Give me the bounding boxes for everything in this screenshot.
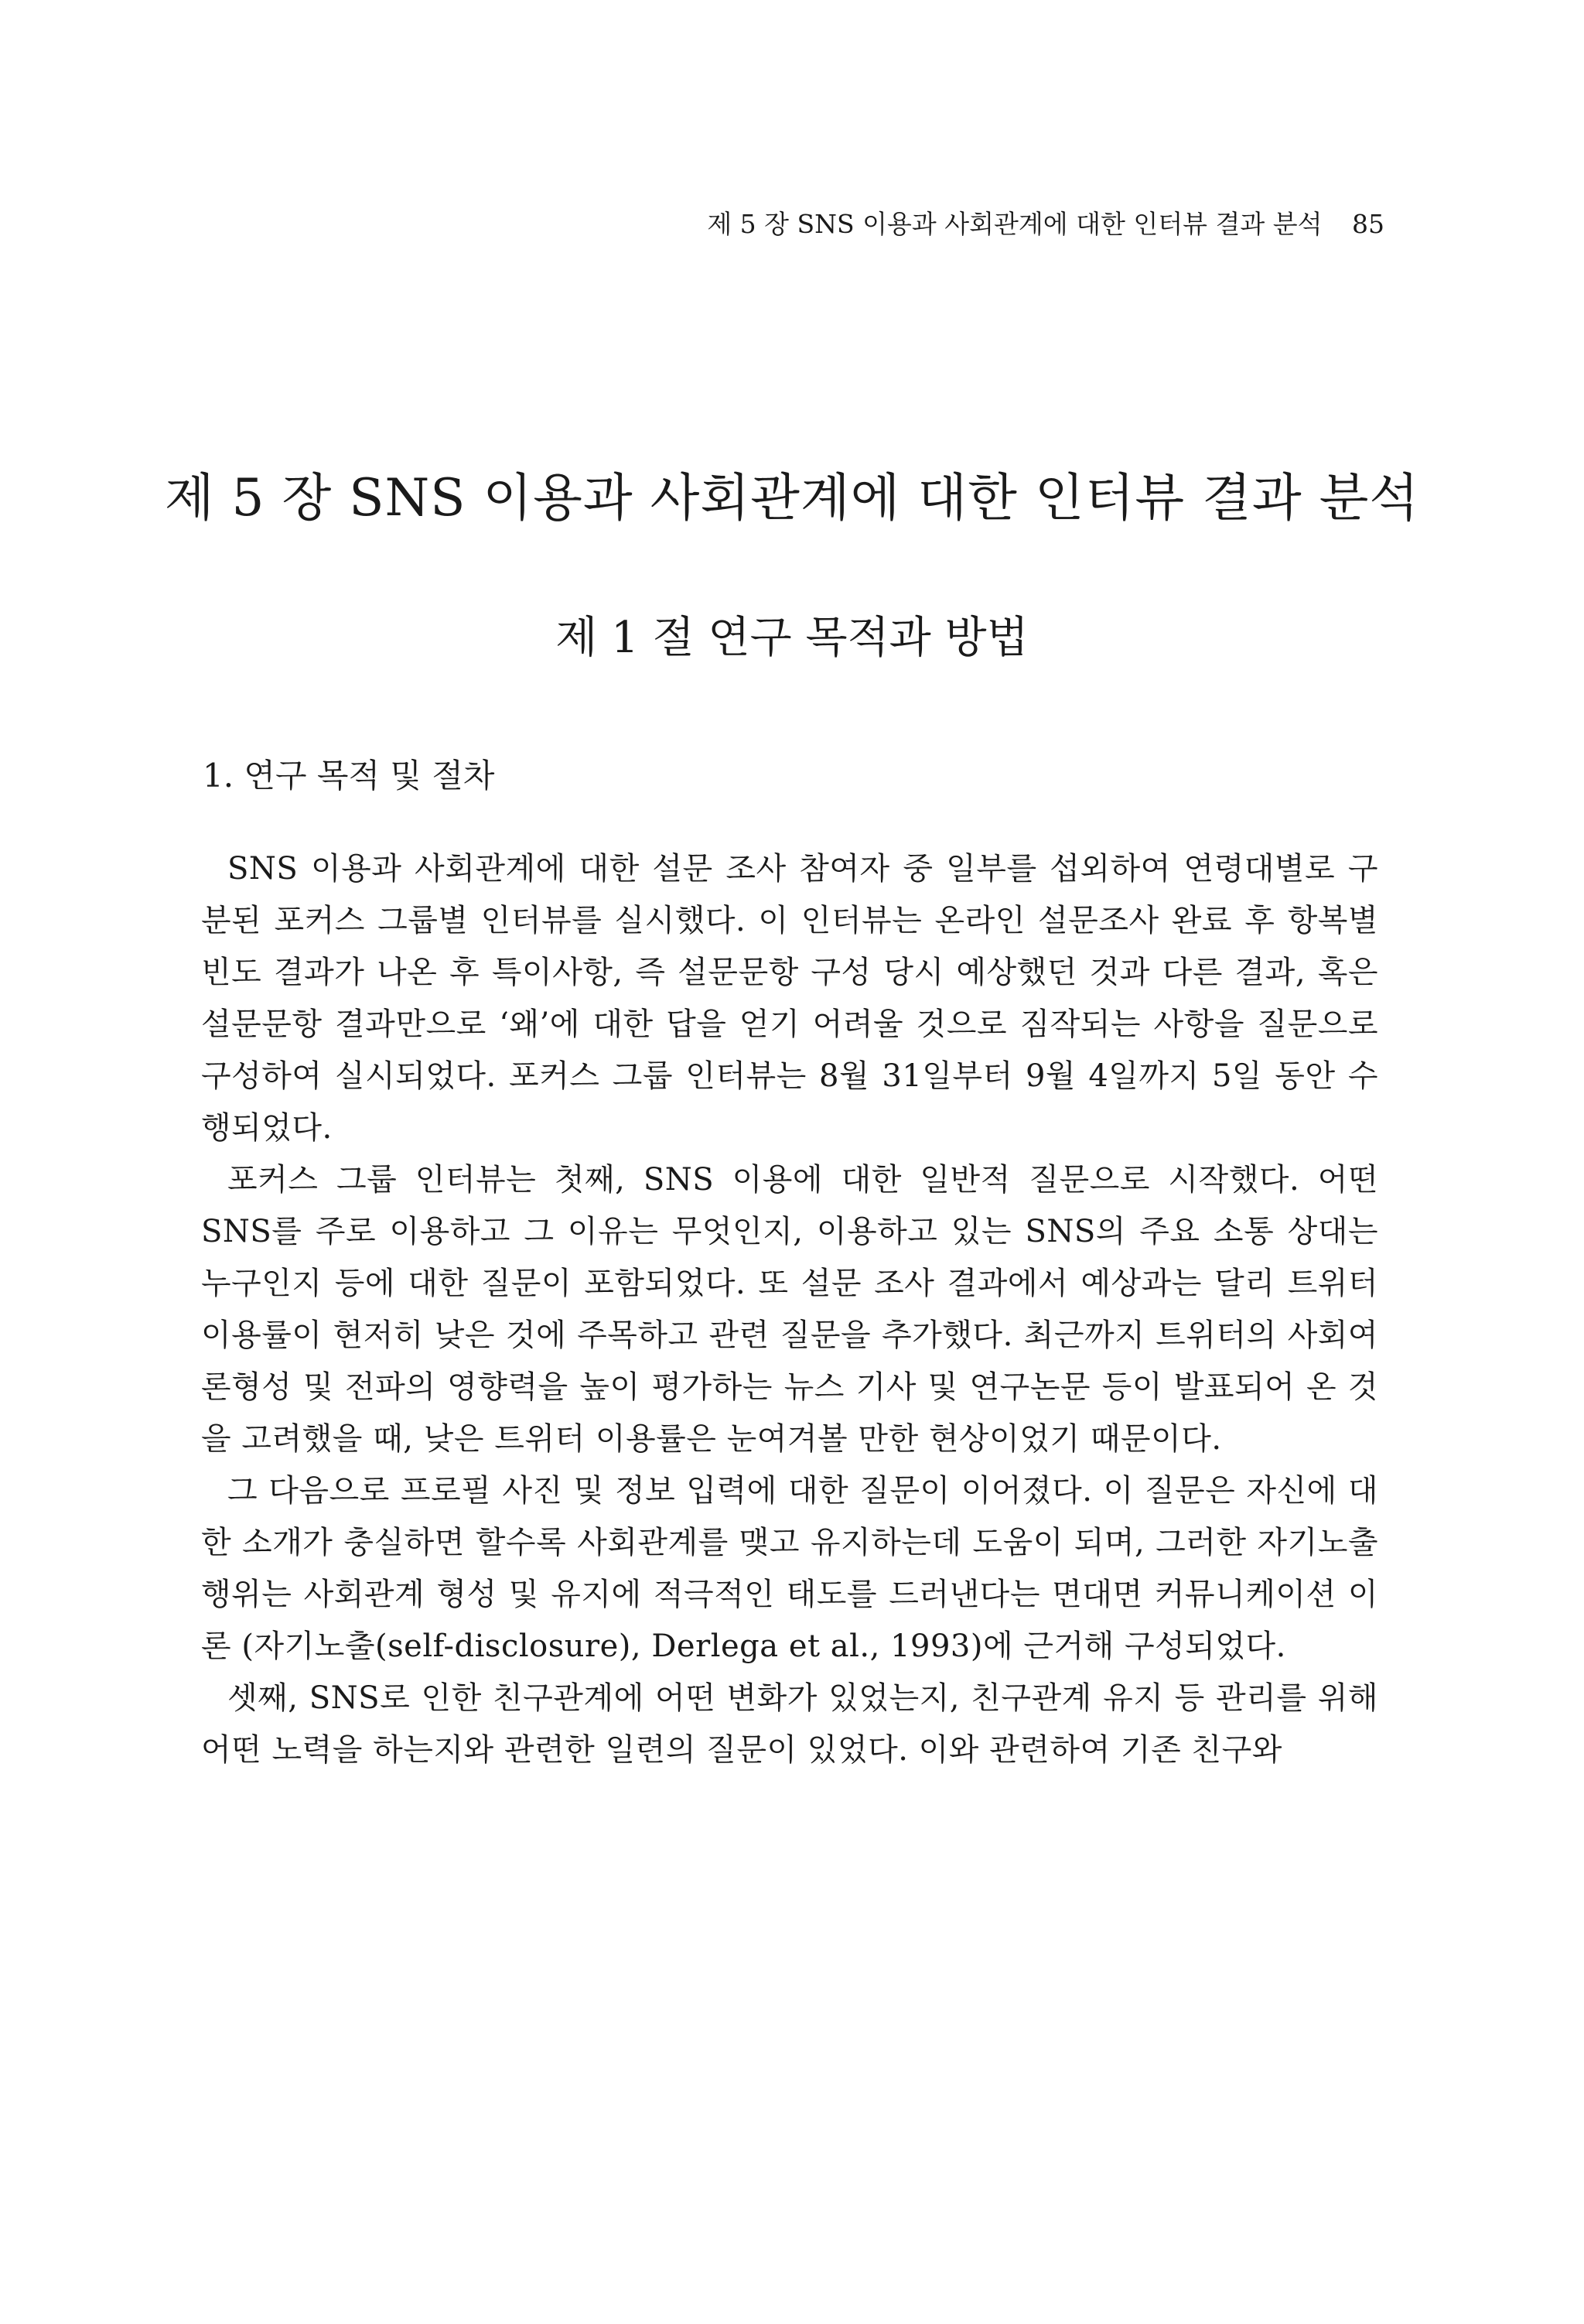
running-header (201, 209, 1384, 240)
paragraph-3: 그 다음으로 프로필 사진 및 정보 입력에 대한 질문이 이어졌다. 이 질문은 자신에 대한 소개가 충실하면 할수록 사회관계를 맺고 유지하는데 도움이 되며, 그러한 자기노출 행위는 사회관계 형성 및 유지에 적극적인 태도를 드러낸다는 면대면 커뮤니케이션 이론 (자기노출(self-disclosure), Derlega et al., 1993)에 근거해 구성되었다. (201, 1473, 1378, 1664)
paragraph-2: 포커스 그룹 인터뷰는 첫째, SNS 이용에 대한 일반적 질문으로 시작했다. 어떤 SNS를 주로 이용하고 그 이유는 무엇인지, 이용하고 있는 SNS의 주요 소통 상대는 누구인지 등에 대한 질문이 포함되었다. 또 설문 조사 결과에서 예상과는 달리 트위터 이용률이 현저히 낮은 것에 주목하고 관련 질문을 추가했다. 최근까지 트위터의 사회여론형성 및 전파의 영향력을 높이 평가하는 뉴스 기사 및 연구논문 등이 발표되어 온 것을 고려했을 때, 낮은 트위터 이용률은 눈여겨볼 만한 현상이었기 때문이다. (201, 1162, 1378, 1457)
page-number: 85 (1352, 209, 1384, 239)
body-text (201, 843, 1378, 1776)
subsection-title: 1. 연구 목적 및 절차 (203, 757, 495, 795)
paragraph-1: SNS 이용과 사회관계에 대한 설문 조사 참여자 중 일부를 섭외하여 연령대별로 구분된 포커스 그룹별 인터뷰를 실시했다. 이 인터뷰는 온라인 설문조사 완료 후 항복별 빈도 결과가 나온 후 특이사항, 즉 설문문항 구성 당시 예상했던 것과 다른 결과, 혹은 설문문항 결과만으로 ‘왜’에 대한 답을 얻기 어려울 것으로 짐작되는 사항을 질문으로 구성하여 실시되었다. 포커스 그룹 인터뷰는 8월 31일부터 9월 4일까지 5일 동안 수행되었다. (201, 851, 1378, 1146)
section-title: 제 1 절 연구 목적과 방법 (555, 613, 1029, 663)
chapter-title: 제 5 장 SNS 이용과 사회관계에 대한 인터뷰 결과 분석 (164, 468, 1420, 528)
running-header-title: 제 5 장 SNS 이용과 사회관계에 대한 인터뷰 결과 분석 (707, 209, 1323, 239)
paragraph-4: 셋째, SNS로 인한 친구관계에 어떤 변화가 있었는지, 친구관계 유지 등 관리를 위해 어떤 노력을 하는지와 관련한 일련의 질문이 있었다. 이와 관련하여 기존 친구와 (201, 1680, 1378, 1768)
